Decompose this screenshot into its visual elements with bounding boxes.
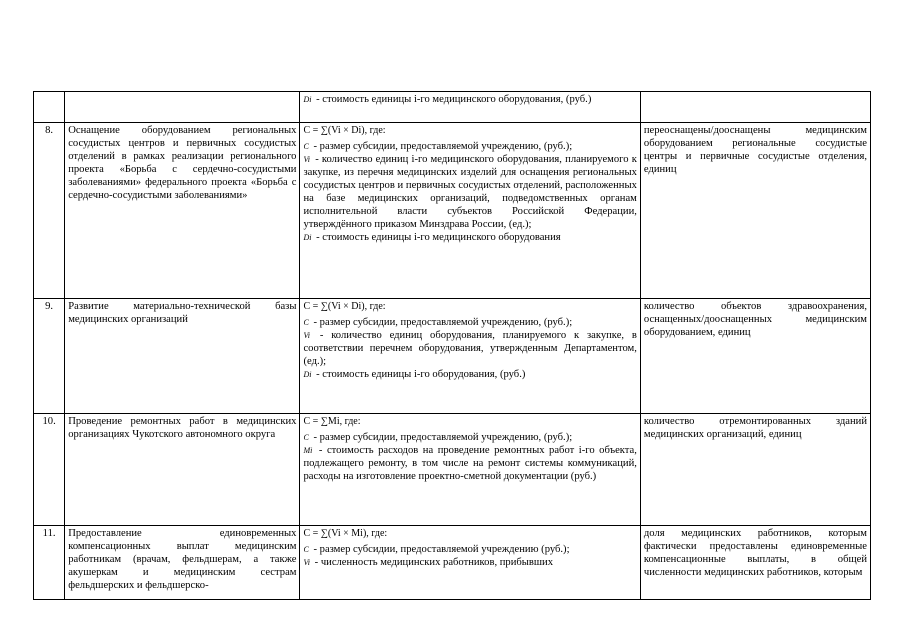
formula-symbol: С [303, 318, 309, 327]
table-row [34, 299, 871, 414]
table-row [34, 123, 871, 299]
indicator-cell: количество объектов здравоохранения, оснащенных/дооснащенных медицинским оборудованием, единиц [640, 299, 870, 414]
formula-cell [300, 92, 640, 123]
program-table [33, 91, 871, 600]
row-number: 10. [34, 414, 65, 526]
formula-line [303, 153, 636, 231]
formula-symbol: Di [303, 95, 312, 104]
formula-line-text: - стоимость расходов на проведение ремонтных работ i-го объекта, подлежащего ремонту, в том числе на ремонт системы коммуникаций, расходы на изготовление проектно-сметной документации (руб.) [303, 445, 637, 482]
formula-cell [300, 123, 640, 299]
indicator-cell: переоснащены/дооснащены медицинским оборудованием региональные сосудистые центры и первичные сосудистые отделения, единиц [640, 123, 870, 299]
formula: С = ∑(Vi × Di), где: [303, 125, 386, 136]
activity-cell: Предоставление единовременных компенсационных выплат медицинским работникам (врачам, фельдшерам, а также акушеркам и медицинским сестрам фельдшерских и фельдшерско- [65, 526, 300, 600]
formula-line [303, 140, 636, 153]
formula-symbol: Mi [303, 446, 313, 455]
formula-line [303, 329, 636, 368]
table-row [34, 414, 871, 526]
formula-symbol: Vi [303, 331, 310, 340]
formula-cell [300, 526, 640, 600]
activity-cell: Оснащение оборудованием региональных сосудистых центров и первичных сосудистых отделений в рамках реализации регионального проекта «Борьба с сердечно-сосудистыми заболеваниями» федерального проекта «Борьба с сердечно-сосудистыми заболеваниями» [65, 123, 300, 299]
indicator-cell: количество отремонтированных зданий медицинских организаций, единиц [640, 414, 870, 526]
formula-line-text: - стоимость единицы i-го медицинского оборудования, (руб.) [313, 94, 592, 105]
formula-cell [300, 414, 640, 526]
formula-line-text: - численность медицинских работников, прибывших [312, 557, 554, 568]
indicator-cell: доля медицинских работников, которым фактически предоставлены единовременные компенсационные выплаты, в общей численности медицинских работников, которым [640, 526, 870, 600]
formula-line-text: - размер субсидии, предоставляемой учреждению, (руб.); [310, 317, 573, 328]
formula-line [303, 543, 636, 556]
formula-line-text: - размер субсидии, предоставляемой учреждению (руб.); [310, 544, 570, 555]
formula-line [303, 444, 636, 483]
activity-cell [65, 92, 300, 123]
formula-line [303, 556, 636, 569]
formula-symbol: Di [303, 370, 312, 379]
formula-symbol: С [303, 433, 309, 442]
formula-symbol: Di [303, 233, 312, 242]
formula-line-text: - стоимость единицы i-го оборудования, (руб.) [313, 369, 526, 380]
activity-cell: Проведение ремонтных работ в медицинских организациях Чукотского автономного округа [65, 414, 300, 526]
formula: С = ∑(Vi × Di), где: [303, 301, 386, 312]
formula-line-text: - размер субсидии, предоставляемой учреждению, (руб.); [310, 141, 573, 152]
row-number [34, 92, 65, 123]
formula-symbol: Vi [303, 558, 310, 567]
formula-line-text: - размер субсидии, предоставляемой учреждению, (руб.); [310, 432, 573, 443]
formula-line [303, 431, 636, 444]
formula-line-text: - количество единиц i-го медицинского оборудования, планируемого к закупке, из перечня медицинских изделий для оснащения региональных сосудистых центров и первичных сосудистых отделений, расположенных на базе медицинских организаций, подведомственных органам исполнительной власти субъектов Российской Федерации, утверждённого приказом Минздрава России, (ед.); [303, 154, 637, 230]
formula-symbol: С [303, 545, 309, 554]
formula-line [303, 368, 636, 381]
formula: С = ∑(Vi × Mi), где: [303, 528, 388, 539]
formula-cell [300, 299, 640, 414]
formula-line-text: - количество единиц оборудования, планируемого к закупке, в соответствии перечнем оборудования, утвержденным Департаментом, (ед.); [303, 330, 637, 367]
formula-symbol: Vi [303, 155, 310, 164]
table-row [34, 92, 871, 123]
formula: С = ∑Mi, где: [303, 416, 361, 427]
row-number: 11. [34, 526, 65, 600]
formula-line [303, 231, 636, 244]
table-row [34, 526, 871, 600]
activity-cell: Развитие материально-технической базы медицинских организаций [65, 299, 300, 414]
indicator-cell [640, 92, 870, 123]
formula-line [303, 316, 636, 329]
row-number: 8. [34, 123, 65, 299]
formula-symbol: С [303, 142, 309, 151]
formula-line [303, 93, 636, 106]
row-number: 9. [34, 299, 65, 414]
formula-line-text: - стоимость единицы i-го медицинского оборудования [313, 232, 561, 243]
